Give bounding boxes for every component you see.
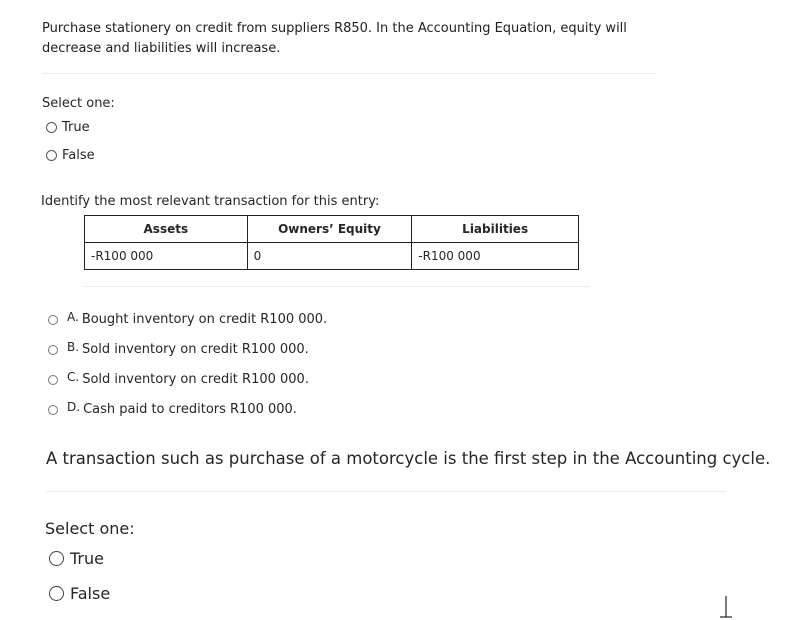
header-liabilities: Liabilities	[412, 216, 579, 243]
cell-liabilities: -R100 000	[412, 243, 579, 270]
text-cursor-icon	[719, 594, 733, 620]
option-label: Sold inventory on credit R100 000.	[82, 372, 309, 387]
option-label: True	[70, 549, 104, 568]
option-label: False	[70, 584, 111, 603]
option-label: True	[62, 120, 90, 135]
header-owners-equity: Owners’ Equity	[247, 216, 412, 243]
table-header-row	[85, 216, 579, 243]
q1-option-true[interactable]	[46, 120, 90, 135]
q2-option-d[interactable]	[48, 399, 297, 417]
q2-option-c[interactable]	[48, 369, 309, 387]
option-label: False	[62, 148, 95, 163]
option-letter: D.	[67, 399, 81, 414]
divider	[42, 73, 656, 74]
table-row	[85, 243, 579, 270]
radio-button-icon[interactable]	[48, 405, 58, 415]
option-label: Sold inventory on credit R100 000.	[82, 342, 309, 357]
q3-option-false[interactable]	[49, 584, 110, 603]
cell-owners-equity: 0	[247, 243, 412, 270]
cell-assets: -R100 000	[85, 243, 248, 270]
radio-button-icon[interactable]	[46, 122, 57, 133]
header-assets: Assets	[85, 216, 248, 243]
option-label: Cash paid to creditors R100 000.	[83, 402, 297, 417]
q2-option-b[interactable]	[48, 339, 309, 357]
select-one-label: Select one:	[45, 519, 135, 538]
q2-option-a[interactable]	[48, 309, 328, 327]
option-letter: C.	[67, 369, 80, 384]
q3-option-true[interactable]	[49, 549, 104, 568]
radio-button-icon[interactable]	[46, 150, 57, 161]
option-label: Bought inventory on credit R100 000.	[81, 312, 328, 327]
divider	[46, 491, 726, 492]
radio-button-icon[interactable]	[49, 586, 64, 601]
question3-text: A transaction such as purchase of a motorcycle is the first step in the Accounting cycle.	[46, 449, 771, 468]
q1-option-false[interactable]	[46, 148, 95, 163]
radio-button-icon[interactable]	[48, 345, 58, 355]
select-one-label: Select one:	[42, 96, 115, 111]
option-letter: B.	[67, 339, 80, 354]
radio-button-icon[interactable]	[48, 315, 58, 325]
accounting-equation-table	[84, 215, 579, 270]
radio-button-icon[interactable]	[48, 375, 58, 385]
divider	[84, 286, 590, 287]
radio-button-icon[interactable]	[49, 551, 64, 566]
question1-text: Purchase stationery on credit from suppliers R850. In the Accounting Equation, equity will decrease and liabilities will increase.	[42, 21, 627, 56]
option-letter: A.	[67, 309, 79, 324]
question2-prompt: Identify the most relevant transaction for this entry:	[41, 194, 380, 209]
